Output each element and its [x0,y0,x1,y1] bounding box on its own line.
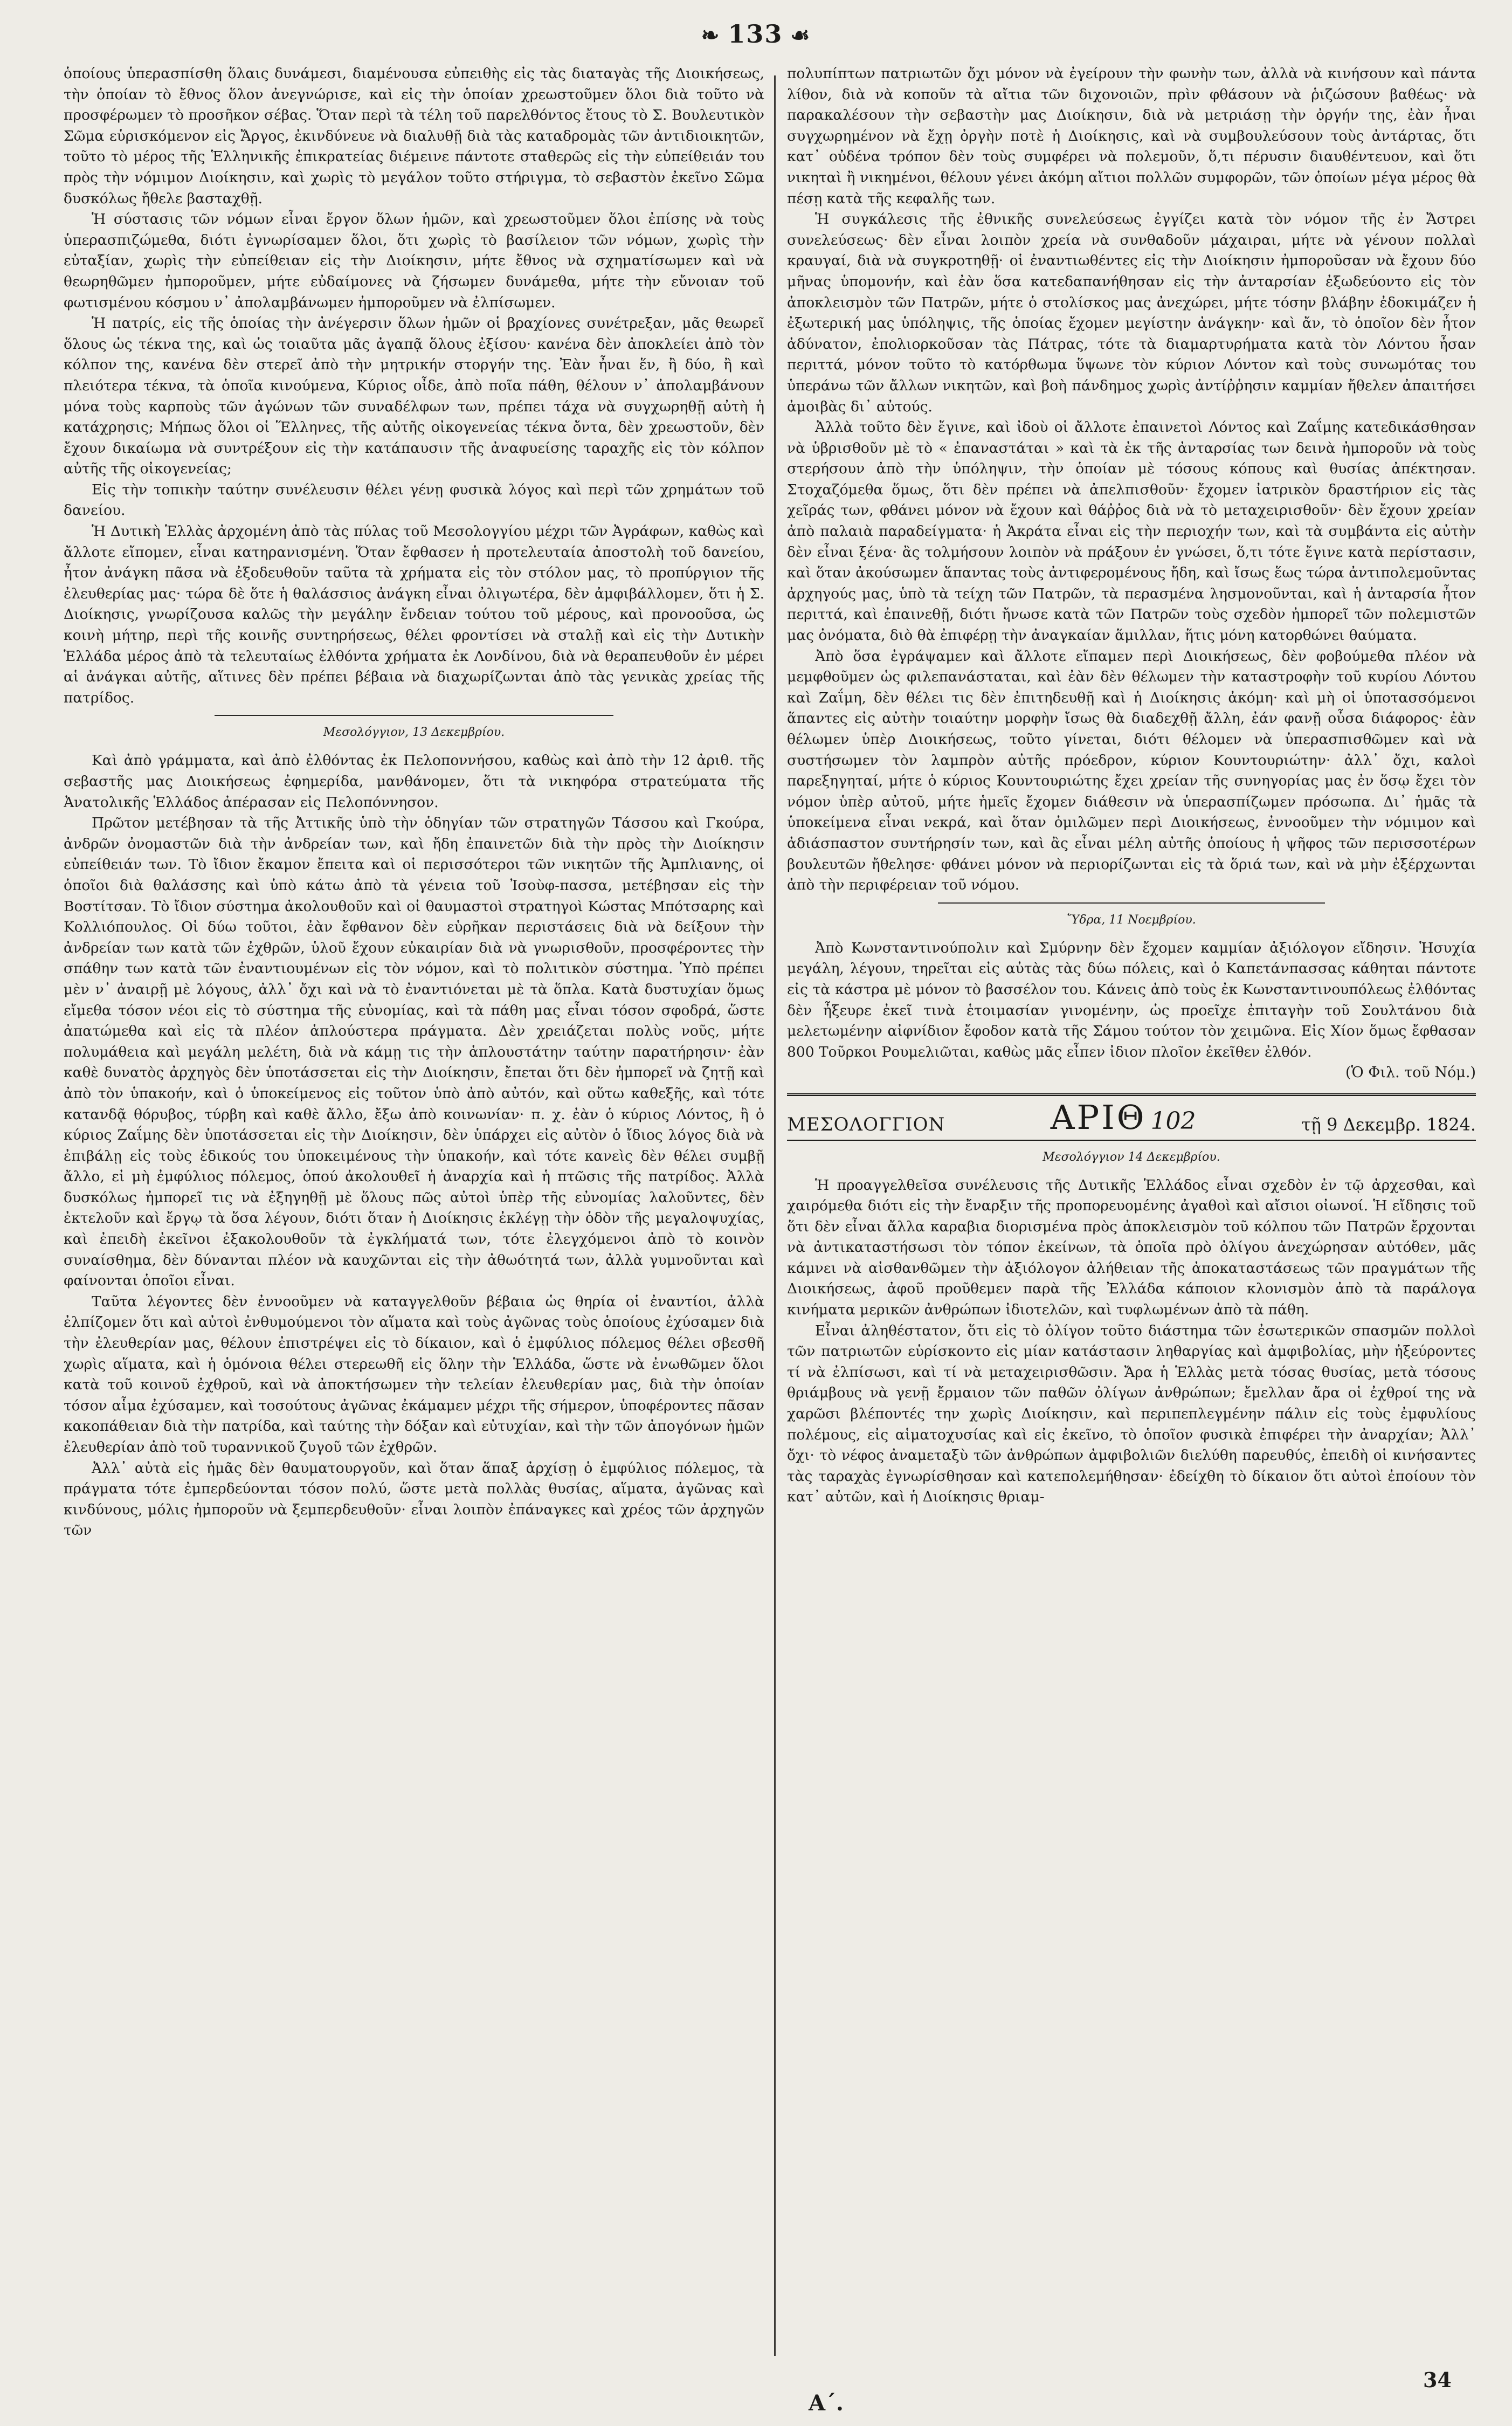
issue-title-group [1050,1097,1196,1137]
issue-date: τῇ 9 Δεκεμβρ. 1824. [1301,1114,1476,1135]
dateline: Μεσολόγγιον, 13 Δεκεμβρίου. [323,726,505,740]
article-paragraph: Ἀλλ᾽ αὐτὰ εἰς ἡμᾶς δὲν θαυματουργοῦν, καὶ ὅταν ἅπαξ ἀρχίσῃ ὁ ἐμφύλιος πόλεμος, τὰ πράγματα τότε ἐμπερδεύονται τόσον πολύ, ὥστε μετὰ πολλὰς θυσίας, αἵματα, ἀγῶνας καὶ κινδύνους, μόλις ἠμποροῦν νὰ ξεμπερδευθοῦν· εἶναι λοιπὸν ἐπάναγκες καὶ χρέος τῶν ἀρχηγῶν τῶν [64,1459,764,1539]
article-paragraph: Ἀπὸ ὅσα ἐγράψαμεν καὶ ἄλλοτε εἴπαμεν περὶ Διοικήσεως, δὲν φοβούμεθα πλέον νὰ μεμφθοῦμεν ὡς φιλεπανάσταται, καὶ ἐὰν δὲν θέλωμεν τὴν καταστροφὴν τοῦ κυρίου Λόντου καὶ Ζαΐμη, δὲν θέλει τις δὲν ἐπιτηδευθῇ καὶ ἡ Διοίκησις ἀκόμη· καὶ μὴ οἱ ὑποτασσόμενοι ἅπαντες εἰς αὐτὴν τοιαύτην μορφὴν ἴσως θὰ διαδεχθῇ ἄλλη, ἐάν φανῇ οὖσα διάφορος· ἐὰν θέλωμεν ὑπὲρ Διοικήσεως, τοῦτο γίνεται, διότι θέλομεν νὰ ὑπερασπισθῶμεν καὶ νὰ συστήσωμεν τὸν λαμπρὸν αὐτῆς πρόεδρον, κύριον Κουντουριώτην· ἀλλ᾽ ὄχι, καλοὶ παρεξηγηταί, μήτε ὁ κύριος Κουντουριώτης ἔχει χρείαν τῆς συνηγορίας μας ἐν ὅσῳ ἔχει τὸν νόμον ὑπὲρ αὐτοῦ, μήτε ἡμεῖς ἔχομεν διάθεσιν νὰ ὑπερασπίζωμεν πρόσωπα. Δι᾽ ἡμᾶς τὰ ὑποκείμενα εἶναι νεκρά, καὶ ὅταν ὁμιλῶμεν περὶ Διοικήσεως, ἐννοοῦμεν τὴν νόμιμον καὶ ἀδιάσπαστον συντήρησίν των, καὶ ἂς εἶναι μέλη αὐτῆς ὁποίους ἡ ψῆφος τῶν περισσοτέρων βουλευτῶν ἤθελησε· φθάνει μόνον νὰ περιορίζωνται εἰς τὰ ὅριά των, καὶ νὰ μὴν ἐξέρχωνται ἀπὸ τὴν περιφέρειαν τοῦ νόμου. [787,647,1476,894]
article-paragraph: Ταῦτα λέγοντες δὲν ἐννοοῦμεν νὰ καταγγελθοῦν βέβαια ὡς θηρία οἱ ἐναντίοι, ἀλλὰ ἐλπίζομεν ὅτι καὶ αὐτοὶ ἐνθυμούμενοι τὸν αἵματα καὶ τοὺς ἀγῶνας τοὺς ὁποίους ἐχύσαμεν διὰ τὴν ἐλευθερίαν μας, θέλουν ἐπιστρέψει εἰς τὸ δίκαιον, καὶ ὁ ἐμφύλιος πόλεμος θέλει σβεσθῆ χωρὶς αἵματα, καὶ ἡ ὁμόνοια θέλει στερεωθῆ εἰς ὅλην τὴν Ἑλλάδα, ὥστε νὰ ἐνωθῶμεν ὅλοι κατὰ τοῦ κοινοῦ ἐχθροῦ, καὶ νὰ ἀποκτήσωμεν τὴν τελείαν ἐλευθερίαν μας, διὰ τὴν ὁποίαν τόσον αἷμα ἐχύσαμεν, καὶ τοσούτους ἀγῶνας ἐκάμαμεν μέχρι τῆς σήμερον, ὑποφέροντες πᾶσαν κακοπάθειαν διὰ τὴν πατρίδα, καὶ ταύτης τὴν δόξαν καὶ εὐτυχίαν, καὶ τὴν τῶν ἀπογόνων ἡμῶν ἐλευθερίαν ἀπὸ τοῦ τυραννικοῦ ζυγοῦ τῶν ἐχθρῶν. [64,1293,764,1456]
issue-header [787,1093,1476,1135]
article-paragraph: Ἡ Δυτικὴ Ἑλλὰς ἀρχομένη ἀπὸ τὰς πύλας τοῦ Μεσολογγίου μέχρι τῶν Ἀγράφων, καθὼς καὶ ἄλλοτε εἴπομεν, εἶναι κατηρανισμένη. Ὅταν ἔφθασεν ἡ προτελευταία ἀποστολὴ τοῦ δανείου, ἦτον ἀνάγκη πᾶσα νὰ ἐξοδευθοῦν ταῦτα τὰ χρήματα εἰς τὸν στόλον μας, τὸ προπύργιον τῆς ἐλευθερίας μας· τώρα δὲ ὅτε ἡ θαλάσσιος ἀνάγκη εἶναι ὀλιγωτέρα, δὲν ἀμφιβάλλομεν, ὅτι ἡ Σ. Διοίκησις, γνωρίζουσα καλῶς τὴν μεγάλην ἔνδειαν τούτου τοῦ μέρους, καὶ προνοοῦσα, ὡς κοινὴ μήτηρ, περὶ τῆς κοινῆς συντηρήσεως, θέλει φροντίσει νὰ σταλῇ καὶ εἰς τὴν Δυτικὴν Ἑλλάδα μέρος ἀπὸ τὰ τελευταίως ἐλθόντα χρήματα ἐκ Λονδίνου, διὰ νὰ θεραπευθοῦν ἐν μέρει αἱ ἀνάγκαι αὐτῆς, αἵτινες δὲν πρέπει βέβαια νὰ διαχωρίζωνται ἀπὸ τὰς γενικὰς χρείας τῆς πατρίδος. [64,523,764,706]
attribution: (Ὁ Φιλ. τοῦ Νόμ.) [1345,1064,1476,1081]
catchword: 34 [1423,2368,1452,2392]
ornament-right-icon: ☙ [790,23,811,48]
issue-rule [787,1140,1476,1141]
column-divider [774,75,776,2356]
article-paragraph: πολυπίπτων πατριωτῶν ὄχι μόνον νὰ ἐγείρουν τὴν φωνὴν των, ἀλλὰ νὰ κινήσουν καὶ πάντα λίθον, διὰ νὰ κοποῦν τὰ αἴτια τῶν διχονοιῶν, πρὶν φθάσουν νὰ ῥιζώσουν βαθέως· νὰ παρακαλέσουν τὴν σεβαστὴν μας Διοίκησιν, διὰ νὰ μετριάσῃ τὴν ὀργήν της, ἐὰν ἦναι συγχωρημένον νὰ ἔχῃ ὀργὴν ποτὲ ἡ Διοίκησις, καὶ νὰ συμβουλεύσουν τοὺς ἀντάρτας, ὅτι κατ᾽ οὐδένα τρόπον δὲν τοὺς συμφέρει νὰ πολεμοῦν, ὅ,τι πέρυσιν διαυθέντευον, καὶ ὅτι νικηταὶ ἢ νικημένοι, θέλουν γένει ἀκόμη αἴτιοι πολλῶν συμφορῶν, τῶν ὁποίων μέγα μέρος θὰ πέσῃ κατὰ τῆς κεφαλῆς των. [787,65,1476,207]
dateline: Ὕδρα, 11 Νοεμβρίου. [1067,913,1196,927]
article-paragraph: Πρῶτον μετέβησαν τὰ τῆς Ἀττικῆς ὑπὸ τὴν ὁδηγίαν τῶν στρατηγῶν Τάσσου καὶ Γκούρα, ἀνδρῶν ὀνομαστῶν διὰ τὴν ἀνδρείαν των, καὶ ἤδη ἐπαινετῶν διὰ τὴν πρὸς τὴν Διοίκησιν εὐπείθειάν των. Τὸ ἴδιον ἔκαμον ἔπειτα καὶ οἱ περισσότεροι τῶν νικητῶν τῆς Ἀμπλιανης, οἱ ὁποῖοι διὰ θαλάσσης καὶ ὑπὸ κάτω ἀπὸ τὰ γένεια τοῦ Ἰσοὺφ-πασσα, μετέβησαν εἰς τὴν Βοστίτσαν. Τὸ ἴδιον σύστημα ἀκολουθοῦν καὶ οἱ θαυμαστοὶ στρατηγοὶ Κώστας Μπότσαρης καὶ Κολλιόπουλος. Οἱ δύω τοῦτοι, ἐὰν ἔφθανον δὲν εὑρῆκαν περιστάσεις διὰ νὰ δείξουν τὴν ἀνδρείαν των κατὰ τῶν ἐχθρῶν, ὑλοῦ ἔχουν εὐκαιρίαν διὰ νὰ γνωρισθοῦν, προσφέροντες τὴν σπάθην των κατὰ τῶν ἐναντιουμένων εἰς τὸν νόμον, καὶ τὸ πολιτικὸν σύστημα. Ὑπὸ πρέπει μὲν ν᾽ ἀναιρῇ μὲ λόγους, ἀλλ᾽ ὄχι καὶ νὰ τὸ ἐναντιόνεται μὲ τὰ ὅπλα. Κατὰ δυστυχίαν ὅμως εἴμεθα τόσον νέοι εἰς τὸ σύστημα τῆς εὐνομίας, καὶ τὰ πάθη μας εἶναι τόσον σφοδρά, ὥστε ἀπατώμεθα καὶ εἰς τὰ πλέον ἁπλούστερα πράγματα. Δὲν χρειάζεται πολὺς νοῦς, μήτε πολυμάθεια καὶ μεγάλη μελέτη, διὰ νὰ κάμῃ τις τὴν ἁπλουστάτην ταύτην παρατήρησιν· ἐὰν καθὲ δυνατὸς ἀρχηγὸς δὲν ὑποτάσσεται εἰς τὴν Διοίκησιν, ἔπεται ὅτι δὲν ἠμπορεῖ νὰ ζητῇ καὶ ἀπὸ τὸν ὑπακοήν, καὶ ὁ ὑποκείμενος εἰς τοῦτον ὑπὸ ἀπὸ αὐτόν, καὶ οὕτω καθεξῆς, καὶ τότε κατανδᾷ θόρυβος, τύρβη καὶ καθὲ ἄλλο, ἔξω ἀπὸ κοινωνίαν· π. χ. ἐὰν ὁ κύριος Λόντος, ἢ ὁ κύριος Ζαΐμης δὲν ὑποτάσσεται εἰς τὴν Διοίκησιν, δὲν ὑπάρχει εἰς αὐτὸν ὁ ἴδιος λόγος διὰ νὰ ἐπιβάλῃ εἰς τοὺς ἐδικούς του ὑποκειμένους τὴν ὑπακοήν, καὶ τότε κανεὶς δὲν θέλει συμβῇ ἄλλο, εἰ μὴ ἐμφύλιος πόλεμος, ὁπού ἀκολουθεῖ ἡ ἀναρχία καὶ ἡ πτῶσις τῆς πατρίδος. Ἀλλὰ δυσκόλως ἠμπορεῖ τις νὰ ἐξηγηθῇ μὲ ὅλους πῶς αὐτοὶ ὑπὲρ τῆς εὐνομίας λαλοῦντες, δὲν ἐκτελοῦν καὶ ἔργῳ τὰ ὅσα λέγουν, διότι ὅταν ἡ Διοίκησις ἐκλέγῃ τὴν ὁδὸν τῆς μεγαλοψυχίας, καὶ ἐπειδὴ ἐκεῖνοι ἐξακολουθοῦν τὰ ἐγκλήματά των, τότε ἐλεγχόμενοι ἀπὸ τὸ κοινὸν συναίσθημα, δὲν δύνανται πλέον νὰ καυχῶνται εἰς τὴν ἀθωότητά των, ἀλλὰ γυμνοῦνται καὶ φαίνονται ὁποῖοι εἶναι. [64,815,764,1290]
right-column [787,64,1476,2371]
section-rule [215,715,613,716]
dateline: Μεσολόγγιον 14 Δεκεμβρίου. [1042,1150,1220,1164]
article-paragraph: Εἶναι ἀληθέστατον, ὅτι εἰς τὸ ὀλίγον τοῦτο διάστημα τῶν ἐσωτερικῶν σπασμῶν πολλοὶ τῶν πατριωτῶν εὑρίσκοντο εἰς μίαν κατάστασιν ληθαργίας καὶ ἀμφιβολίας, μὴν ἠξεύροντες τί νὰ ἐλπίσωσι, καὶ τί νὰ μεταχειρισθῶσιν. Ἄρα ἡ Ἑλλὰς μετὰ τόσας θυσίας, μετὰ τόσους θριάμβους νὰ γενῇ ἔρμαιον τῶν παθῶν ὀλίγων ἀνθρώπων; ἔμελλαν ἄρα οἱ ἐχθροί της νὰ χαρῶσι βλέποντές την χωρὶς Διοίκησιν, καὶ περιπεπλεγμένην πάλιν εἰς τοὺς ἐμφυλίους πολέμους, εἰς αἱματοχυσίας καὶ εἰς ἐκεῖνο, τὸ ὁποῖον φυσικὰ ἐπιφέρει τὴν ἀναρχίαν; Ἀλλ᾽ ὄχι· τὸ νέφος ἀναμεταξὺ τῶν ἀνθρώπων ἀμφιβολιῶν διελύθη παρευθύς, ἐπειδὴ οἱ κινήσαντες τὰς ταραχὰς ἐγνωρίσθησαν καὶ κατεπολεμήθησαν· ἐδείχθη τὸ δίκαιον ὅτι αὐτοὶ ἐποίουν τὸν κατ᾽ αὐτῶν, καὶ ἡ Διοίκησις θριαμ- [787,1322,1476,1506]
issue-place: ΜΕΣΟΛΟΓΓΙΟΝ [787,1113,945,1135]
article-paragraph: Εἰς τὴν τοπικὴν ταύτην συνέλευσιν θέλει γένῃ φυσικὰ λόγος καὶ περὶ τῶν χρημάτων τοῦ δανείου. [64,481,764,519]
issue-number: 102 [1150,1107,1196,1135]
page-number-text: 133 [728,19,783,49]
article-paragraph: Ἡ συγκάλεσις τῆς ἐθνικῆς συνελεύσεως ἐγγίζει κατὰ τὸν νόμον τῆς ἐν Ἄστρει συνελεύσεως· δὲν εἶναι λοιπὸν χρεία νὰ συνθαδοῦν μάχαιραι, μήτε νὰ γένουν πολλαὶ κραυγαί, διὰ νὰ συγκροτηθῇ· οἱ ἐναντιωθέντες εἰς τὴν Διοίκησιν ἠμποροῦσαν νὰ ἔχουν δύο μῆνας ὑπομονήν, καὶ ἐὰν ὅσα κατεδαπανήθησαν εἰς τὴν ἀνταρσίαν ἐξωδεύοντο εἰς τὸν ἀποκλεισμὸν τῶν Πατρῶν, μήτε ὁ στολίσκος μας ἀνεχώρει, μήτε τόσην βλάβην ἐδοκιμάζεν ἡ ἐξωτερική μας ὑπόληψις, τῆς ὁποίας ἔχομεν μεγίστην ἀνάγκην· καὶ ἄν, τὸ ὁποῖον δὲν ἦτον ἀδύνατον, ἐπολιορκοῦσαν τὰς Πάτρας, τότε τὰ διαμαρτυρήματα κατὰ τὸν Λόντου ἦσαν περιττά, μόνον τοῦτο τὸ κατόρθωμα ὕψωνε τὸν κύριον Λόντον καὶ τοὺς συνωμότας του ὑπεράνω τῶν ἄλλων νικητῶν, καὶ βοὴ πάνδημος χωρὶς ἀντίῤῥησιν καμμίαν ἤθελεν ἀπαιτήσει ἀμοιβὰς δι᾽ αὐτούς. [787,211,1476,415]
section-rule [938,902,1325,904]
article-paragraph: Ἀπὸ Κωνσταντινούπολιν καὶ Σμύρνην δὲν ἔχομεν καμμίαν ἀξιόλογον εἴδησιν. Ἡσυχία μεγάλη, λέγουν, τηρεῖται εἰς αὐτὰς τὰς δύω πόλεις, καὶ ὁ Καπετάνπασσας κάθηται πάντοτε εἰς τὰ κάστρα μὲ μόνον τὸ βασσέλον του. Κάνεις ἀπὸ τοὺς ἐκ Κωνσταντινουπόλεως ἐλθόντας δὲν ἦξευρε ἐκεῖ τινὰ ἑτοιμασίαν γινομένην, ὡς προεῖχε ἐπιταγὴν τοῦ Σουλτάνου διὰ μελετωμένην αἰφνίδιον ἔφοδον κατὰ τῆς Σάμου τούτον τὸν χειμῶνα. Εἰς Χίον ὅμως ἔφθασαν 800 Τοῦρκοι Ρουμελιῶται, καθὼς μᾶς εἶπεν ἰδιον πλοῖον ἐκεῖθεν ἐλθόν. [787,939,1476,1060]
ornament-left-icon: ❧ [701,23,721,48]
article-paragraph: Ἡ πατρίς, εἰς τῆς ὁποίας τὴν ἀνέγερσιν ὅλων ἡμῶν οἱ βραχίονες συνέτρεξαν, μᾶς θεωρεῖ ὅλους ὡς τέκνα της, καὶ ὡς τοιαῦτα μᾶς ἀγαπᾷ ὅλους ἐξίσου· κανένα δὲν ἀποκλείει ἀπὸ τὸν κόλπον της, κανένα δὲν στερεῖ ἀπὸ τὴν μητρικήν στοργήν της. Ἐὰν ἦναι ἕν, ἢ δύο, ἢ καὶ πλειότερα τέκνα, τὰ ὁποῖα κινούμενα, Κύριος οἶδε, ἀπὸ ποῖα πάθη, θέλουν ν᾽ ἀπολαμβάνουν μόνα τοὺς καρποὺς τῶν ἀγώνων τῶν συναδέλφων των, πρέπει τάχα νὰ συγχωρηθῇ αὐτὴ ἡ κατάχρησις; Μήπως ὅλοι οἱ Ἕλληνες, τῆς αὐτῆς οἰκογενείας τέκνα ὄντα, δὲν χρεωστοῦν, δὲν ἔχουν δικαίωμα νὰ συντρέξουν εἰς τὴν κατάπαυσιν τῆς ἀναφυείσης ταραχῆς εἰς τὸν κόλπον αὐτῆς τῆς οἰκογενείας; [64,315,764,478]
article-paragraph: ὁποίους ὑπερασπίσθη ὅλαις δυνάμεσι, διαμένουσα εὐπειθὴς εἰς τὰς διαταγὰς τῆς Διοικήσεως, τὴν ὁποίαν τὸ ἔθνος ὅλον ἀνεγνώρισε, καὶ εἰς τὴν ὁποίαν χρεωστοῦμεν ὅλοι διὰ τοῦτο νὰ προσφέρωμεν τὸ προσῆκον σέβας. Ὅταν περὶ τὰ τέλη τοῦ παρελθόντος ἔτους τὸ Σ. Βουλευτικὸν Σῶμα εὑρισκόμενον εἰς Ἄργος, ἐκινδύνευε νὰ διαλυθῇ διὰ τὰς καταδρομὰς τῶν ἀντιδιοικητῶν, τοῦτο τὸ μέρος τῆς Ἑλληνικῆς ἐπικρατείας διέμεινε πάντοτε σταθερῶς εἰς τὴν εὐπείθειάν του πρὸς τὴν νόμιμον Διοίκησιν, καὶ χωρὶς τὸ μεγάλον τοῦτο στήριγμα, τὸ σεβαστὸν ἐκεῖνο Σῶμα δυσκόλως ἤθελε βασταχθῇ. [64,65,764,207]
article-paragraph: Ἀλλὰ τοῦτο δὲν ἔγινε, καὶ ἰδοὺ οἱ ἄλλοτε ἐπαινετοὶ Λόντος καὶ Ζαΐμης κατεδικάσθησαν νὰ ὑβρισθοῦν μὲ τὸ « ἐπαναστάται » καὶ τὰ ἐκ τῆς ἀνταρσίας των δεινὰ ἠμποροῦν νὰ τοὺς στερήσουν ἀπὸ τὴν ὑπόληψιν, τὴν ὁποίαν μὲ τόσους κόπους καὶ θυσίας ἀπέκτησαν. Στοχαζόμεθα ὅμως, ὅτι δὲν πρέπει νὰ ἀπελπισθοῦν· ἔχομεν ἰατρικὸν δραστήριον εἰς τὰς χεῖράς των, φθάνει μόνον νὰ ἔχουν καὶ θάῤῥος διὰ νὰ τὸ μεταχειρισθοῦν· δὲν ἔχουν χρείαν ἀπὸ παλαιὰ παραδείγματα· ἡ Ἀκράτα εἶναι εἰς τὴν περιοχήν των, καὶ τὰ συμβάντα εἰς αὐτὴν δὲν εἶναι ξένα· ἂς τολμήσουν λοιπὸν νὰ πράξουν ἐν γνώσει, ὅ,τι τότε ἔγινε κατὰ περίστασιν, καὶ ὅταν ἀκούσωμεν ἅπαντας τοὺς ἀντιφερομένους ἤδη, καὶ ἴσως ἕως τώρα ἀντιπολεμοῦντας ἀρχηγούς μας, ὑπὸ τὰ τείχη τῶν Πατρῶν, τὰ περασμένα λησμονοῦνται, καὶ ἡ ἀνταρσία ἦτον περιττά, καὶ ἐπαινεθῇ, διότι ἤνωσε κατὰ τῶν Πατρῶν τοὺς σχεδὸν ἠμπορεῖ τῶν πολεμιστῶν μας ὀνόματα, διὸ θὰ ἐπιφέρῃ τὴν ἀναγκαίαν ἅμιλλαν, ἥτις μόνη κατορθώνει θαύματα. [787,419,1476,644]
signature-mark: Α΄. [809,2390,844,2416]
page-number [0,19,1512,49]
article-paragraph: Καὶ ἀπὸ γράμματα, καὶ ἀπὸ ἐλθόντας ἐκ Πελοποννήσου, καθὼς καὶ ἀπὸ τὴν 12 ἀριθ. τῆς σεβαστῆς μας Διοικήσεως ἐφημερίδα, μανθάνομεν, ὅτι τὰ νικηφόρα στρατεύματα τῆς Ἀνατολικῆς Ἑλλάδος ἀπέρασαν εἰς Πελοπόννησον. [64,752,764,811]
article-paragraph: Ἡ σύστασις τῶν νόμων εἶναι ἔργον ὅλων ἡμῶν, καὶ χρεωστοῦμεν ὅλοι ἐπίσης νὰ τοὺς ὑπερασπιζώμεθα, διότι ἐγνωρίσαμεν ὅλοι, ὅτι χωρὶς τὸ βασίλειον τῶν νόμων, χωρὶς τὴν εὐταξίαν, χωρὶς τὴν εὐπείθειαν εἰς τὴν Διοίκησιν, μήτε ἔθνος νὰ σχηματίσωμεν καὶ νὰ θεωρηθῶμεν ἠμποροῦμεν, μήτε εὐδαίμονες νὰ ζήσωμεν δυνάμεθα, μήτε τὴν εὔνοιαν τοῦ φωτισμένου κόσμου ν᾽ ἀπολαμβάνωμεν ἠμποροῦμεν νὰ ἐλπίσωμεν. [64,211,764,311]
article-paragraph: Ἡ προαγγελθεῖσα συνέλευσις τῆς Δυτικῆς Ἑλλάδος εἶναι σχεδὸν ἐν τῷ ἀρχεσθαι, καὶ χαιρόμεθα διότι εἰς τὴν ἔναρξιν τῆς προπορευομένης ἀγαθοὶ καὶ αἴσιοι οἰωνοί. Ἡ εἴδησις τοῦ ὅτι δὲν εἶναι ἄλλα καραβια διορισμένα πρὸς ἀποκλεισμὸν τοῦ κόλπου τῶν Πατρῶν ἔρχονται νὰ ἀντικαταστήσωσι τὸν τόπον ἐκείνων, τὰ ὁποῖα πρὸ ὀλίγου ἀνεχώρησαν αὐτόθεν, μᾶς κάμνει νὰ αἰσθανθῶμεν τὴν ἀξιόλογον ἀλήθειαν τῆς ἀποκαταστάσεως τῶν πραγμάτων τῆς Διοικήσεως, ἀφοῦ προῦθεμεν παρὰ τῆς Ἐλλάδα κάποιον κλονισμὸν ἀπὸ τὰ παράλογα κινήματα μερικῶν ἀνθρώπων ἰδιοτελῶν, καὶ τυφλωμένων ἀπὸ τὰ πάθη. [787,1176,1476,1319]
issue-title: ΑΡΙΘ [1050,1097,1147,1137]
left-column [64,64,764,2371]
